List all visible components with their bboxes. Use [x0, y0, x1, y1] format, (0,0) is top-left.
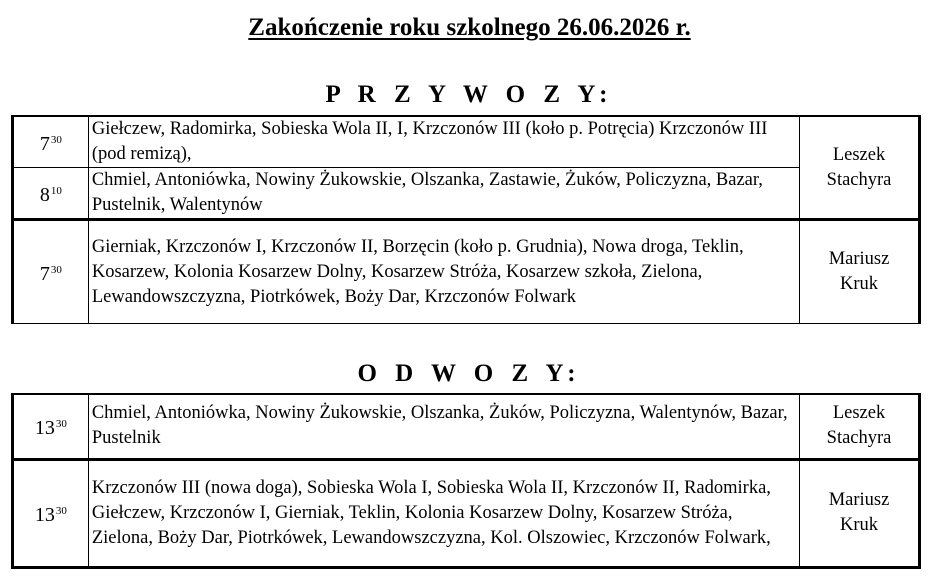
- departure-time: [13, 116, 89, 168]
- time-hour: 8: [39, 183, 50, 206]
- route-stops: Gierniak, Krzczonów I, Krzczonów II, Borzęcin (koło p. Grudnia), Nowa droga, Teklin, Kosarzew, Kolonia Kosarzew Dolny, Kosarzew Stróża, Kosarzew szkoła, Zielona, Lewandowszczyzna, Piotrkówek, Boży Dar, Krzczonów Folwark: [88, 220, 799, 324]
- table-row: [13, 168, 920, 220]
- page-title-text: Zakończenie roku szkolnego 26.06.2026 r.: [248, 14, 691, 41]
- driver-name: [800, 116, 920, 220]
- table-row: [13, 459, 920, 567]
- time-minutes: 30: [50, 263, 62, 276]
- page-title: [0, 12, 939, 44]
- odwozy-table: [11, 393, 921, 569]
- przywozy-table: [11, 115, 921, 324]
- route-stops: Krzczonów III (nowa doga), Sobieska Wola I, Sobieska Wola II, Krzczonów II, Radomirka, Giełczew, Krzczonów I, Gierniak, Teklin, Kolonia Kosarzew Dolny, Kosarzew Stróża, Zielona, Boży Dar, Piotrkówek, Lewandowszczyzna, Kol. Olszowiec, Krzczonów Folwark,: [88, 459, 799, 567]
- time-minutes: 30: [55, 504, 67, 517]
- driver-last-name: Kruk: [840, 515, 879, 535]
- time-minutes: 30: [50, 133, 62, 146]
- driver-first-name: Mariusz: [828, 490, 890, 510]
- table-row: [13, 116, 920, 168]
- driver-first-name: Leszek: [832, 144, 886, 165]
- driver-name: [800, 459, 920, 567]
- time-minutes: 30: [55, 417, 67, 430]
- departure-time: [13, 394, 89, 459]
- route-stops: Chmiel, Antoniówka, Nowiny Żukowskie, Olszanka, Żuków, Policzyzna, Walentynów, Bazar, Pustelnik: [88, 394, 799, 459]
- driver-last-name: Kruk: [840, 274, 879, 294]
- departure-time: [13, 459, 89, 567]
- table-row: [13, 220, 920, 324]
- przywozy-heading: P R Z Y W O Z Y:: [325, 81, 614, 108]
- time-minutes: 10: [50, 184, 62, 197]
- departure-time: [13, 168, 89, 220]
- time-hour: 7: [39, 262, 50, 285]
- route-stops: Chmiel, Antoniówka, Nowiny Żukowskie, Olszanka, Zastawie, Żuków, Policzyzna, Bazar, Pustelnik, Walentynów: [88, 168, 799, 220]
- time-hour: 13: [34, 503, 55, 526]
- driver-last-name: Stachyra: [826, 169, 892, 190]
- table-row: [13, 394, 920, 459]
- driver-first-name: Mariusz: [828, 249, 890, 269]
- time-hour: 13: [34, 416, 55, 439]
- departure-time: [13, 220, 89, 324]
- driver-name: [800, 220, 920, 324]
- driver-first-name: Leszek: [832, 403, 886, 424]
- driver-last-name: Stachyra: [826, 428, 892, 449]
- odwozy-heading: O D W O Z Y:: [357, 360, 582, 387]
- time-hour: 7: [39, 132, 50, 155]
- driver-name: [800, 394, 920, 459]
- route-stops: Giełczew, Radomirka, Sobieska Wola II, I, Krzczonów III (koło p. Potręcia) Krzczonów III (pod remizą),: [88, 116, 799, 168]
